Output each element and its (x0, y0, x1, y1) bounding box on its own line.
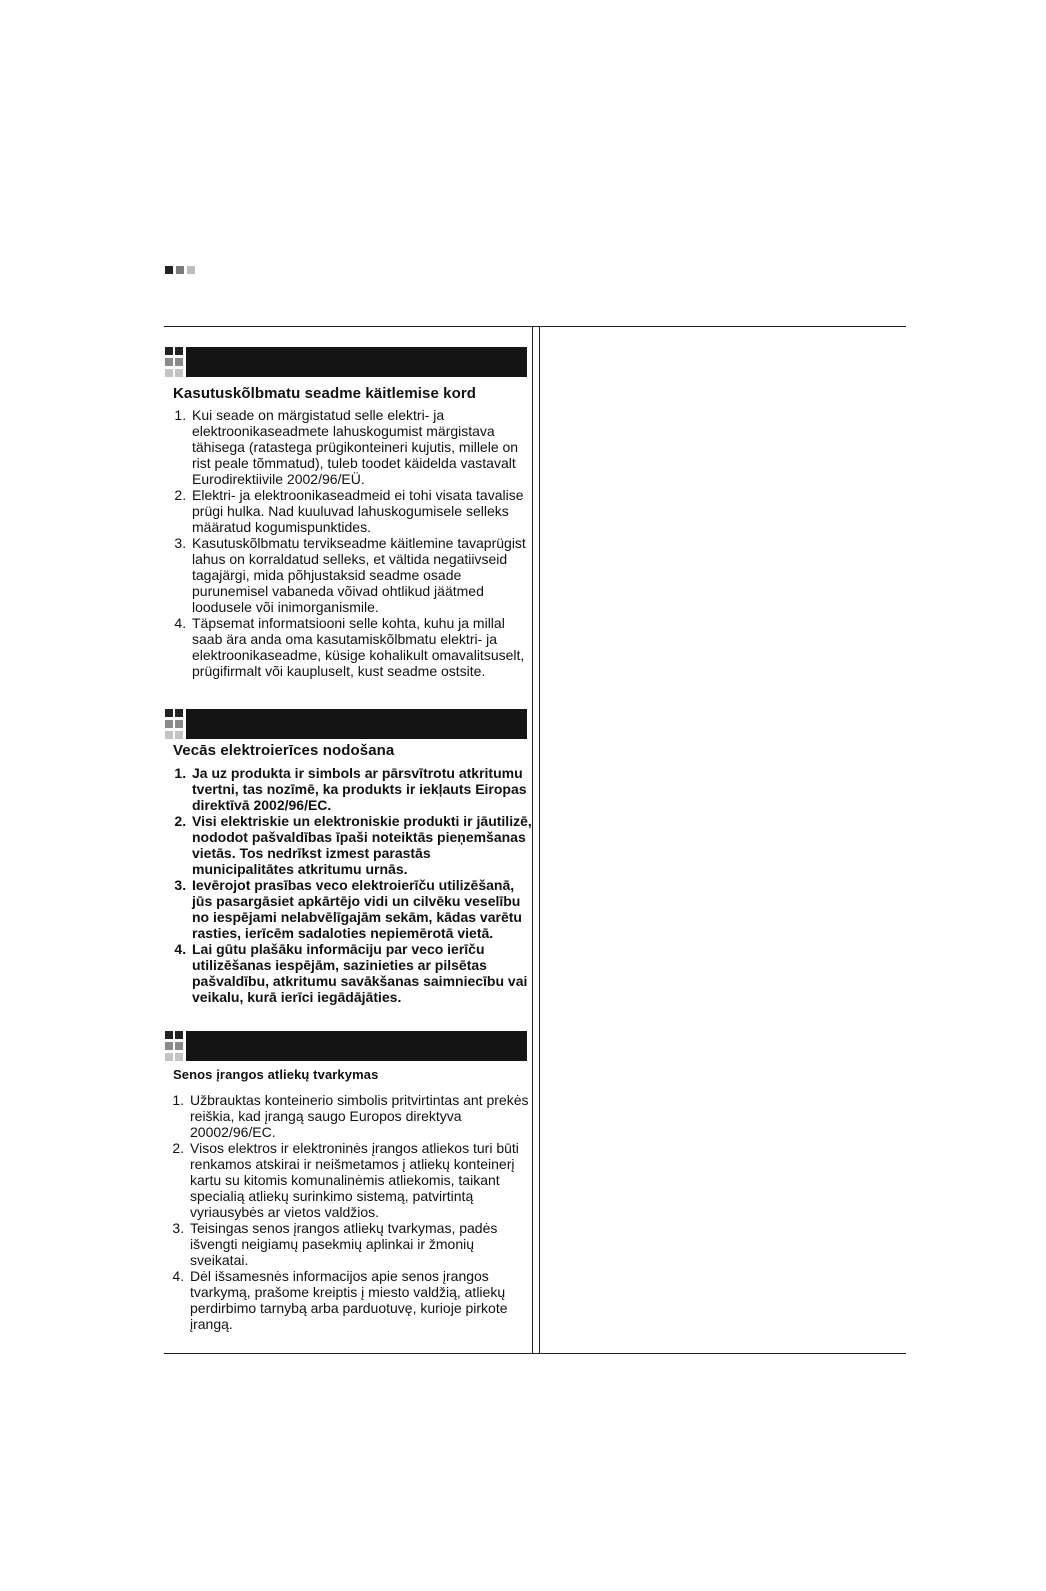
list-item: 1. Užbrauktas konteinerio simbolis pritvirtintas ant prekės reiškia, kad įrangą saugo Europos direktyva 20002/96/EC. (188, 1092, 532, 1140)
list-item: 2. Visi elektriskie un elektroniskie produkti ir jāutilizē, nododot pašvaldības īpaši noteiktās pieņemšanas vietās. Tos nedrīkst izmest parastās municipalitātes atkritumu urnās. (190, 813, 532, 877)
section-header-bar (186, 347, 527, 377)
column-divider (532, 327, 533, 1354)
instruction-list (164, 407, 532, 679)
section-header-bar (186, 709, 527, 739)
list-item: 2. Visos elektros ir elektroninės įrangos atliekos turi būti renkamos atskirai ir neišmetamos į atliekų konteinerį kartu su kitomis komunalinėmis atliekomis, taikant specialią atliekų surinkimo sistemą, patvirtintą vyriausybės ar vietos valdžios. (188, 1140, 532, 1220)
instruction-list (164, 765, 532, 1005)
section-grid-icon (165, 347, 184, 377)
section-estonian (164, 347, 532, 679)
top-rule (164, 326, 906, 327)
section-header (164, 709, 532, 739)
list-item: 3. Teisingas senos įrangos atliekų tvarkymas, padės išvengti neigiamų pasekmių aplinkai ir žmonių sveikatai. (188, 1220, 532, 1268)
section-title: Vecās elektroierīces nodošana (173, 742, 395, 759)
section-header (164, 1031, 532, 1061)
list-item: 3. Kasutuskõlbmatu tervikseadme käitlemine tavaprügist lahus on korraldatud selleks, et vältida negatiivseid tagajärgi, mida põhjustaksid seadme osade purunemisel vabaneda võivad ohtlikud jäätmed loodusele või inimorganismile. (190, 535, 532, 615)
section-lithuanian (164, 1031, 532, 1332)
marker-square (165, 266, 173, 274)
instruction-list (164, 1092, 532, 1332)
list-item: 1. Kui seade on märgistatud selle elektri- ja elektroonikaseadmete lahuskogumist märgistava tähisega (ratastega prügikonteineri kujutis, millele on rist peale tõmmatud), tuleb toodet käidelda vastavalt Eurodirektiivile 2002/96/EÜ. (190, 407, 532, 487)
marker-square (176, 266, 184, 274)
list-item: 1. Ja uz produkta ir simbols ar pārsvītrotu atkritumu tvertni, tas nozīmē, ka produkts ir iekļauts Eiropas direktīvā 2002/96/EC. (190, 765, 532, 813)
list-item: 4. Dėl išsamesnės informacijos apie senos įrangos tvarkymą, prašome kreiptis į miesto valdžią, atliekų perdirbimo tarnybą arba parduotuvę, kurioje pirkote įrangą. (188, 1268, 532, 1332)
section-title: Senos įrangos atliekų tvarkymas (173, 1067, 379, 1082)
column-divider (539, 327, 540, 1354)
list-item: 2. Elektri- ja elektroonikaseadmeid ei tohi visata tavalise prügi hulka. Nad kuuluvad lahuskogumisele selleks määratud kogumispunktides. (190, 487, 532, 535)
bottom-rule (164, 1353, 906, 1354)
page-marker (165, 266, 195, 274)
section-latvian (164, 709, 532, 1005)
section-grid-icon (165, 709, 184, 739)
list-item: 4. Lai gūtu plašāku informāciju par veco ierīču utilizēšanas iespējām, sazinieties ar pilsētas pašvaldību, atkritumu savākšanas saimniecību vai veikalu, kurā ierīci iegādājāties. (190, 941, 532, 1005)
section-grid-icon (165, 1031, 184, 1061)
section-header-bar (186, 1031, 527, 1061)
marker-square (187, 266, 195, 274)
list-item: 4. Täpsemat informatsiooni selle kohta, kuhu ja millal saab ära anda oma kasutamiskõlbmatu elektri- ja elektroonikaseadme, küsige kohalikult omavalitsuselt, prügifirmalt või kaupluselt, kust seadme ostsite. (190, 615, 532, 679)
section-title: Kasutuskõlbmatu seadme käitlemise kord (173, 385, 477, 402)
list-item: 3. Ievērojot prasības veco elektroierīču utilizēšanā, jūs pasargāsiet apkārtējo vidi un cilvēku veselību no iespējami nelabvēlīgajām sekām, kādas varētu rasties, ierīcēm sadaloties nepiemērotā vietā. (190, 877, 532, 941)
section-header (164, 347, 532, 377)
